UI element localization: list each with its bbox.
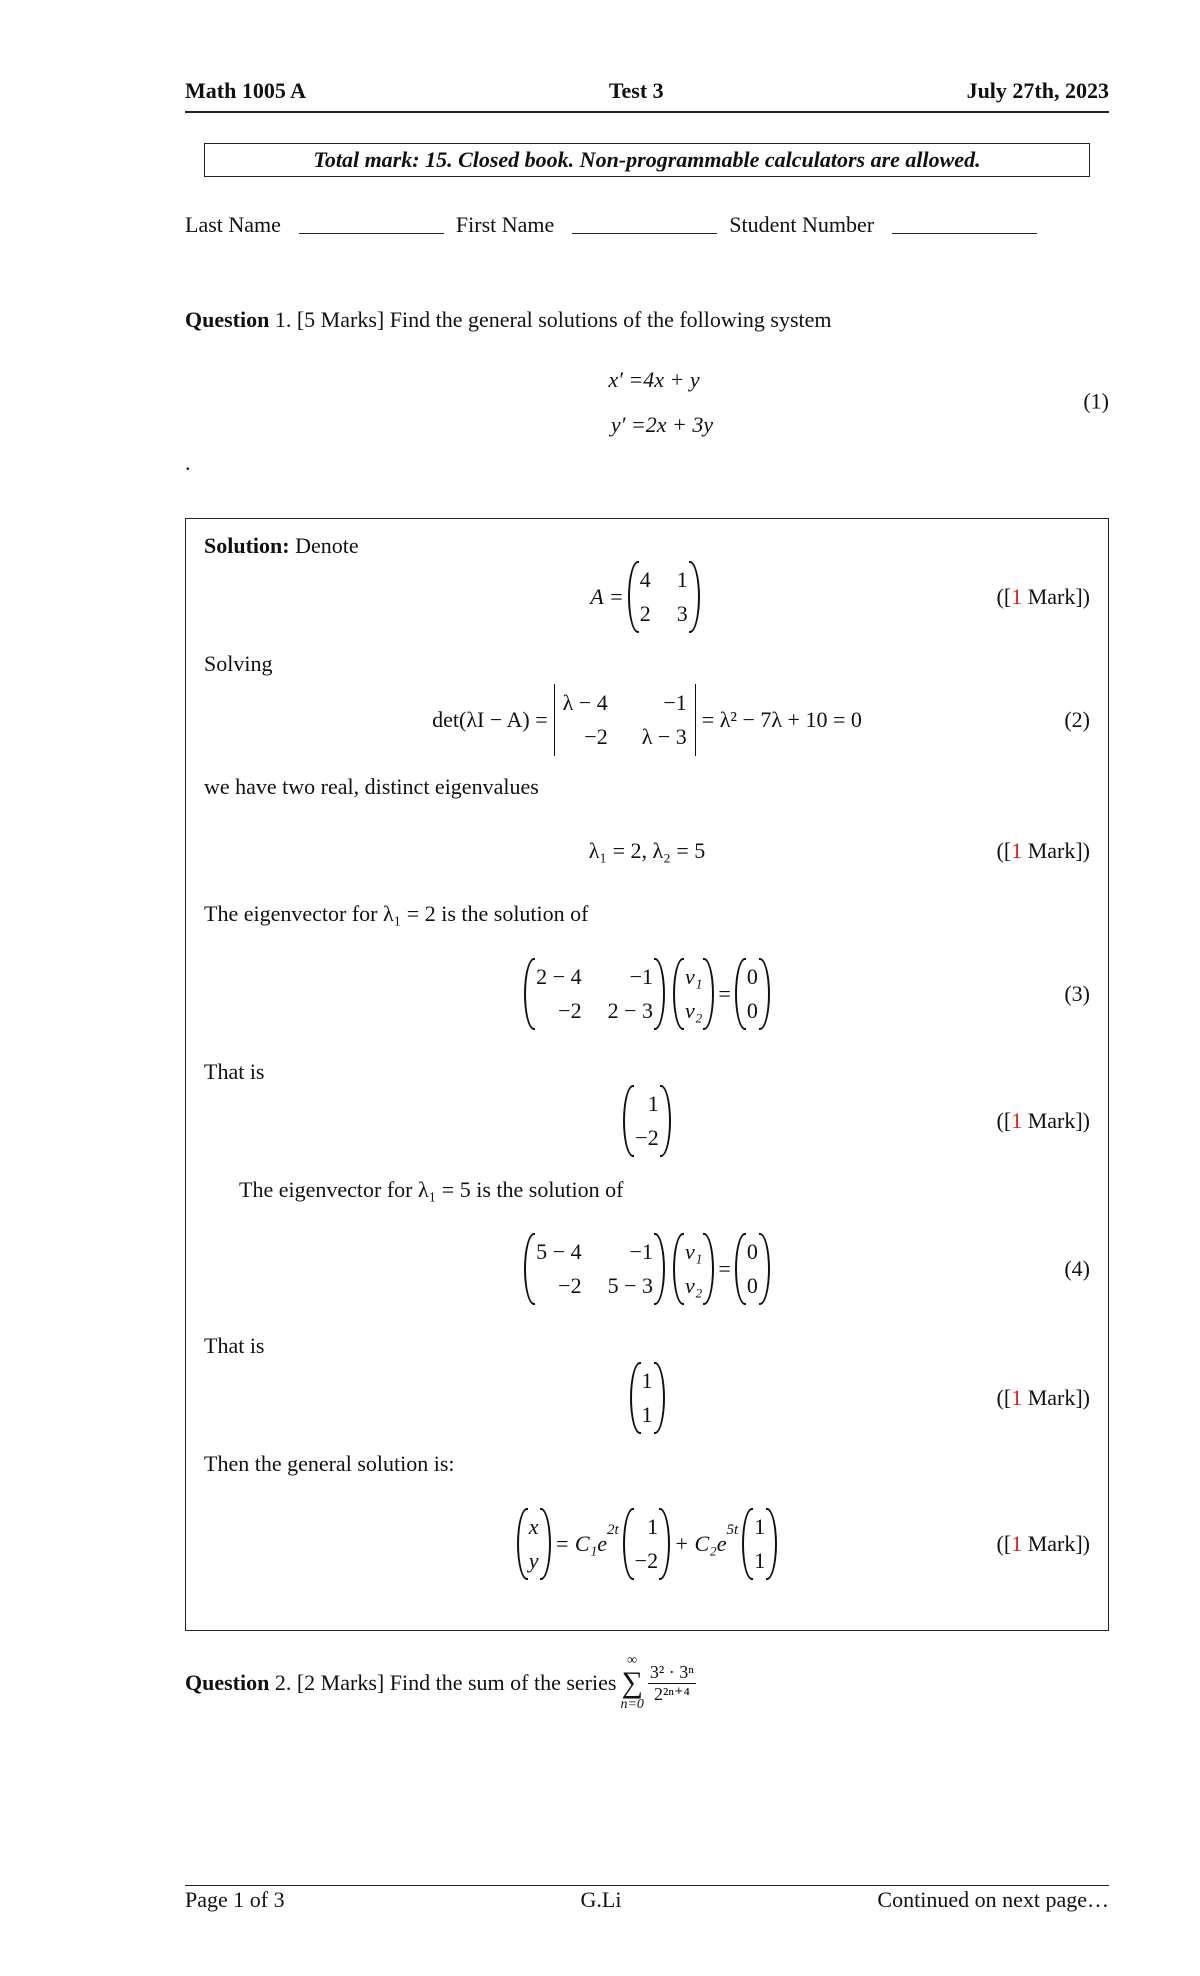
- vector: [630, 1362, 665, 1434]
- cell: 1: [754, 1548, 766, 1573]
- cell: −2: [634, 1548, 659, 1573]
- equation-x: [185, 367, 1109, 393]
- cell: −1: [629, 964, 653, 989]
- vector: [673, 958, 714, 1030]
- t: ([: [996, 1531, 1012, 1556]
- first-name-label: First Name: [455, 212, 555, 237]
- last-name-field[interactable]: [299, 233, 444, 234]
- cell: 2 − 4: [536, 964, 582, 989]
- t: Mark]): [1022, 1108, 1090, 1133]
- equals: =: [718, 981, 731, 1006]
- equation-4: [204, 1233, 1090, 1305]
- t: ([: [996, 1385, 1012, 1410]
- cell: 0: [746, 1239, 758, 1264]
- term: = C₁e: [554, 1531, 607, 1556]
- cell: 5 − 3: [607, 1273, 653, 1298]
- eigenvector-1-text: The eigenvector for λ₁ = 2 is the solution of: [204, 901, 589, 926]
- general-solution: [204, 1508, 1090, 1580]
- question-marks: [2 Marks]: [296, 1670, 385, 1695]
- test-title: Test 3: [608, 78, 664, 103]
- stray-dot: .: [185, 450, 191, 475]
- cell: 1: [641, 1368, 653, 1393]
- text: Denote: [295, 533, 359, 558]
- question-marks: [5 Marks]: [296, 307, 385, 332]
- cell: v₁: [685, 1239, 703, 1264]
- cell: 1: [641, 1402, 653, 1427]
- lhs: det(λI − A) =: [432, 707, 548, 732]
- mark-tag: [997, 1531, 1090, 1557]
- lower-limit: n=0: [620, 1697, 644, 1712]
- mark-number: 1: [1011, 584, 1023, 609]
- page-footer: [185, 1887, 1109, 1913]
- last-name-label: Last Name: [185, 212, 281, 237]
- solution-label: Solution:: [204, 533, 290, 558]
- first-name-field[interactable]: [572, 233, 717, 234]
- cell: 2 − 3: [607, 998, 653, 1023]
- upper-limit: ∞: [627, 1653, 638, 1668]
- t: ([: [996, 584, 1012, 609]
- cell: v₂: [685, 998, 703, 1023]
- eigenvalues: [204, 838, 1090, 864]
- eigenvalues-text: we have two real, distinct eigenvalues: [204, 774, 539, 799]
- cell: 3: [676, 601, 688, 626]
- vector: [673, 1233, 714, 1305]
- continued-note: Continued on next page…: [877, 1887, 1109, 1912]
- vector: [735, 1233, 770, 1305]
- cell: 0: [746, 998, 758, 1023]
- cell: 0: [746, 1273, 758, 1298]
- eigenvector-1: [204, 1085, 1090, 1157]
- vector: [623, 1085, 670, 1157]
- cell: 1: [676, 567, 688, 592]
- cell: 1: [647, 1091, 659, 1116]
- eq-tag: (1): [1083, 388, 1109, 413]
- question-text: Find the general solutions of the following system: [389, 307, 832, 332]
- t: ([: [996, 838, 1012, 863]
- cell: −2: [558, 1273, 582, 1298]
- eq-tag: (2): [1064, 707, 1090, 732]
- vector: [623, 1508, 670, 1580]
- t: Mark]): [1022, 1385, 1090, 1410]
- t: ([: [996, 1108, 1012, 1133]
- mark-number: 1: [1011, 838, 1023, 863]
- cell: v₂: [685, 1273, 703, 1298]
- that-is-text-2: That is: [204, 1333, 265, 1358]
- eq-tag: (3): [1064, 981, 1090, 1006]
- solution-heading: [204, 533, 1090, 559]
- vector: [517, 1508, 551, 1580]
- cell: −2: [558, 998, 582, 1023]
- page-number: Page 1 of 3: [185, 1887, 285, 1912]
- equation-tag-1: [185, 388, 1109, 413]
- solving-text: Solving: [204, 651, 273, 676]
- cell: −2: [635, 1125, 659, 1150]
- mark-tag: [997, 1108, 1090, 1134]
- footer-rule: [185, 1885, 1109, 1886]
- t: Mark]): [1022, 1531, 1090, 1556]
- matrix: [628, 561, 700, 633]
- cell: x: [528, 1514, 539, 1539]
- cell: v₁: [685, 964, 703, 989]
- author: G.Li: [580, 1887, 622, 1912]
- cell: 4: [639, 567, 651, 592]
- numerator: 3² · 3ⁿ: [649, 1661, 694, 1682]
- page-header: [185, 78, 1109, 104]
- mark-tag: [997, 1385, 1090, 1411]
- cell: 1: [754, 1514, 766, 1539]
- question-text: Find the sum of the series: [389, 1670, 617, 1695]
- t: Mark]): [1022, 584, 1090, 609]
- eq-line: x′ =4x + y: [608, 367, 700, 392]
- cell: 2: [639, 601, 651, 626]
- equation-y: [185, 412, 1109, 438]
- cell: 1: [647, 1514, 659, 1539]
- student-number-field[interactable]: [892, 233, 1037, 234]
- cell: −1: [629, 1239, 653, 1264]
- that-is-text: That is: [204, 1059, 265, 1084]
- cell: 0: [746, 964, 758, 989]
- lhs: A =: [590, 584, 624, 609]
- mark-tag: [997, 838, 1090, 864]
- question-label: Question: [185, 1670, 270, 1695]
- matrix: [524, 1233, 665, 1305]
- equation-3: [204, 958, 1090, 1030]
- vector: [735, 958, 770, 1030]
- question-1: [185, 307, 1109, 333]
- cell: −2: [584, 724, 608, 749]
- eq-line: y′ =2x + 3y: [610, 412, 714, 437]
- eq-tag: (4): [1064, 1256, 1090, 1281]
- eigenvector-2-text: The eigenvector for λ₁ = 5 is the solution of: [239, 1177, 624, 1202]
- determinant: [554, 684, 696, 756]
- eigenvector-2: [204, 1362, 1090, 1434]
- exponent: 2t: [607, 1522, 619, 1538]
- determinant-equation: [204, 684, 1090, 756]
- series-term: [648, 1662, 696, 1705]
- cell: y: [528, 1548, 539, 1573]
- course-code: Math 1005 A: [185, 78, 306, 103]
- equals: =: [718, 1256, 731, 1281]
- mark-number: 1: [1011, 1108, 1023, 1133]
- t: Mark]): [1022, 838, 1090, 863]
- mark-number: 1: [1011, 1385, 1023, 1410]
- rhs: = λ² − 7λ + 10 = 0: [701, 707, 862, 732]
- student-info-fields: [185, 212, 1109, 238]
- question-number: 2.: [274, 1670, 292, 1695]
- eigvals: λ₁ = 2, λ₂ = 5: [588, 838, 706, 863]
- cell: −1: [663, 690, 687, 715]
- exponent: 5t: [726, 1522, 739, 1538]
- question-2: [185, 1653, 1109, 1713]
- term: + C₂e: [674, 1531, 727, 1556]
- cell: λ − 4: [562, 690, 608, 715]
- cell: 5 − 4: [536, 1239, 582, 1264]
- matrix: [524, 958, 665, 1030]
- mark-number: 1: [1011, 1531, 1023, 1556]
- student-number-label: Student Number: [729, 212, 875, 237]
- sigma-icon: ∑: [621, 1666, 643, 1699]
- test-date: July 27th, 2023: [966, 78, 1109, 103]
- header-rule: [185, 111, 1109, 113]
- general-solution-text: Then the general solution is:: [204, 1451, 455, 1476]
- exam-notice: Total mark: 15. Closed book. Non-programmable calculators are allowed.: [204, 143, 1090, 177]
- question-label: Question: [185, 307, 270, 332]
- denominator: 2²ⁿ⁺⁴: [654, 1683, 690, 1704]
- question-number: 1.: [274, 307, 292, 332]
- vector: [742, 1508, 777, 1580]
- series-sum: [620, 1653, 643, 1713]
- matrix-A: [204, 561, 1090, 633]
- mark-tag: [997, 584, 1090, 610]
- cell: λ − 3: [641, 724, 687, 749]
